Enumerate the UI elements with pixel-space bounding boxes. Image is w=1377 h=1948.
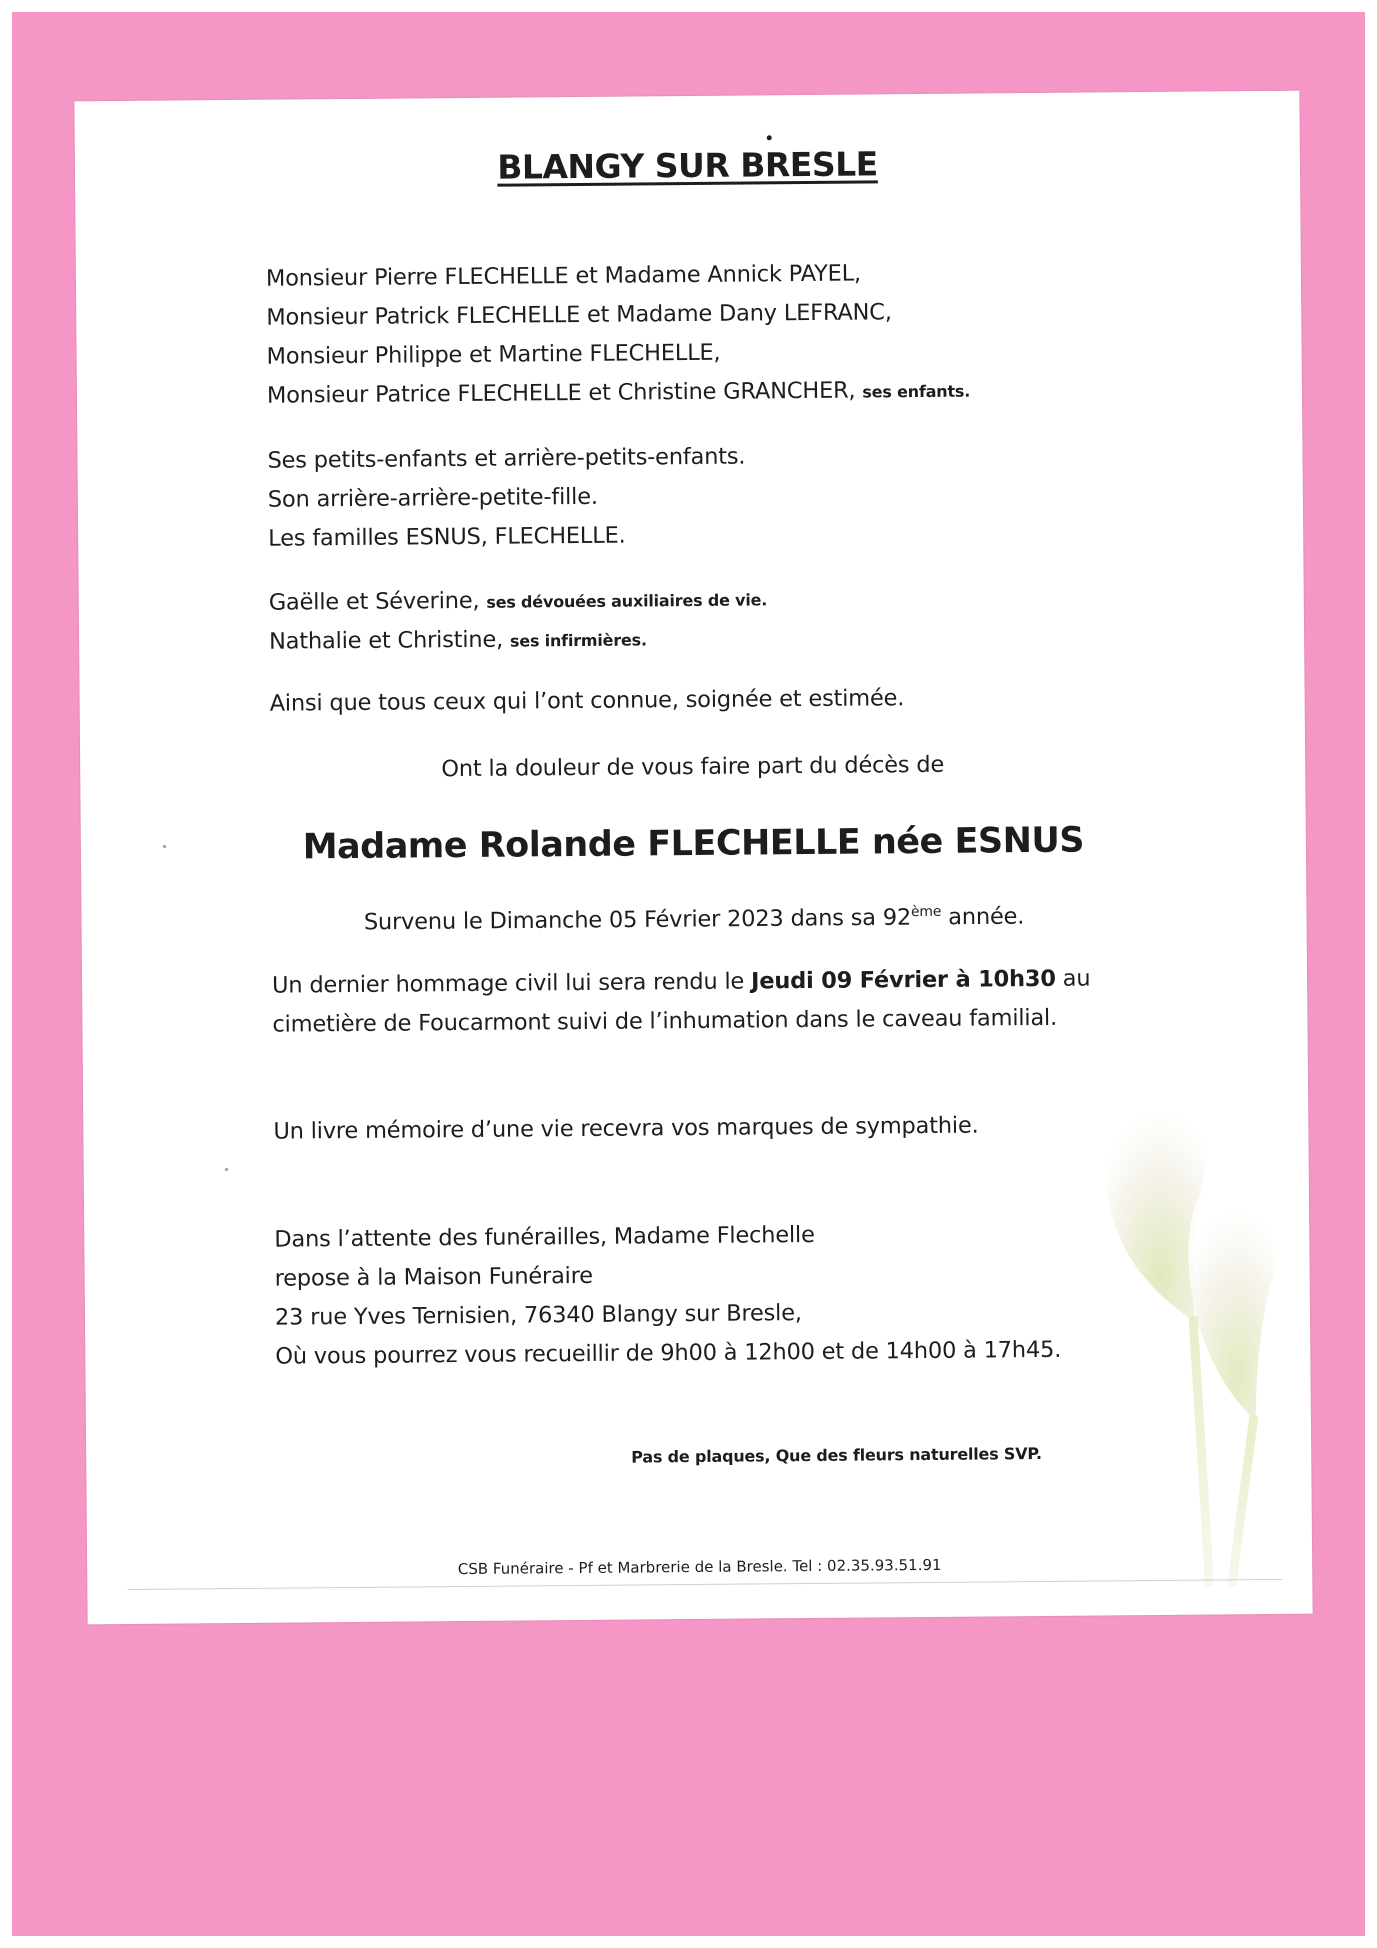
funeral-home-line-3: 23 rue Yves Ternisien, 76340 Blangy sur Bresle, [274, 1300, 802, 1331]
page-title: BLANGY SUR BRESLE [497, 144, 878, 187]
death-info [81, 901, 1306, 938]
deceased-name: Madame Rolande FLECHELLE née ESNUS [302, 820, 1085, 868]
footer-contact: CSB Funéraire - Pf et Marbrerie de la Bresle. Tel : 02.35.93.51.91 [457, 1555, 942, 1579]
tribute-line-1 [272, 966, 1091, 999]
calla-lily-icon [1083, 1076, 1317, 1588]
funeral-home-line-1: Dans l’attente des funérailles, Madame Flechelle [274, 1221, 815, 1253]
family-line-3: Les familles ESNUS, FLECHELLE. [268, 522, 626, 552]
child-line-3: Monsieur Philippe et Martine FLECHELLE, [266, 339, 721, 370]
death-info-text: Survenu le Dimanche 05 Février 2023 dans sa 92 [363, 904, 912, 936]
scan-speck [225, 1168, 228, 1171]
carers-names-2: Nathalie et Christine, [268, 626, 504, 655]
tribute-line-2: cimetière de Foucarmont suivi de l’inhumation dans le caveau familial. [272, 1004, 1058, 1038]
carers-line-1 [269, 585, 768, 615]
memory-book-line: Un livre mémoire d’une vie recevra vos marques de sympathie. [273, 1112, 979, 1145]
title-dot-mark [767, 135, 772, 140]
carers-names-1: Gaëlle et Séverine, [268, 587, 480, 616]
announce-line: Ont la douleur de vous faire part du décès de [441, 751, 945, 783]
funeral-home-line-4: Où vous pourrez vous recueillir de 9h00 à 12h00 et de 14h00 à 17h45. [275, 1336, 1062, 1370]
others-line: Ainsi que tous ceux qui l’ont connue, soignée et estimée. [269, 685, 905, 717]
tribute-end: au [1055, 965, 1091, 992]
children-suffix: ses enfants. [862, 381, 971, 402]
scan-speck [163, 845, 166, 848]
child-line-2: Monsieur Patrick FLECHELLE et Madame Dany LEFRANC, [266, 299, 892, 331]
child-line-1: Monsieur Pierre FLECHELLE et Madame Annick PAYEL, [265, 260, 862, 292]
family-line-1: Ses petits-enfants et arrière-petits-enfants. [267, 443, 746, 474]
funeral-home-line-2: repose à la Maison Funéraire [274, 1262, 593, 1292]
tribute-text: Un dernier hommage civil lui sera rendu le [271, 968, 752, 999]
death-info-sup: ème [910, 903, 942, 921]
child-line-4 [267, 377, 970, 409]
death-info-end: année. [941, 903, 1025, 931]
tribute-date: Jeudi 09 Février à 10h30 [750, 965, 1056, 995]
carers-role-2: ses infirmières. [509, 630, 647, 651]
child-line-4-text: Monsieur Patrice FLECHELLE et Christine GRANCHER, [266, 377, 856, 409]
obituary-sheet [74, 91, 1312, 1625]
carers-role-1: ses dévouées auxiliaires de vie. [486, 590, 768, 612]
flowers-note: Pas de plaques, Que des fleurs naturelles SVP. [631, 1443, 1042, 1467]
family-line-2: Son arrière-arrière-petite-fille. [267, 483, 598, 513]
carers-line-2 [269, 625, 647, 654]
